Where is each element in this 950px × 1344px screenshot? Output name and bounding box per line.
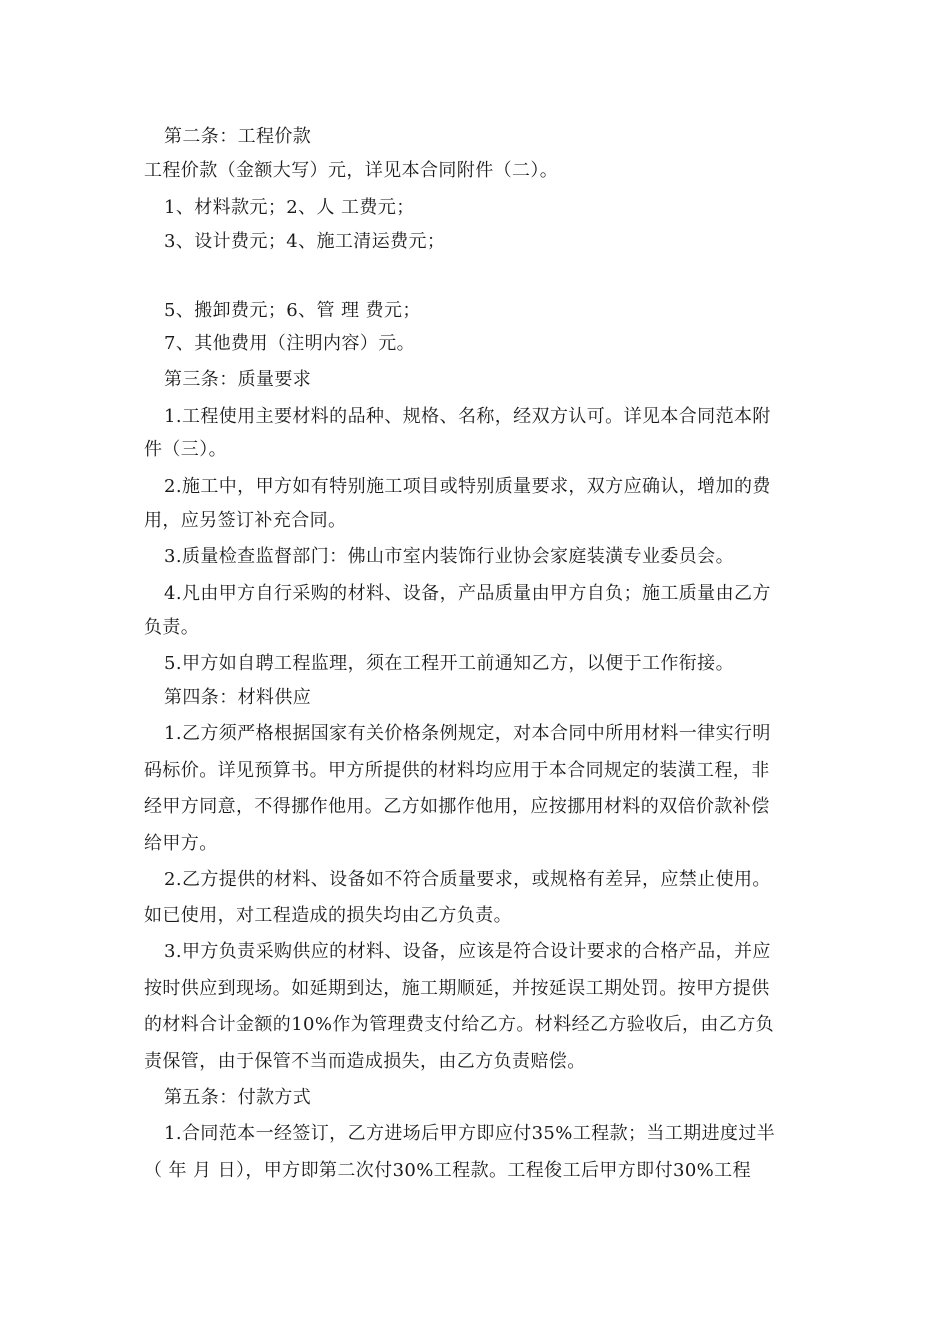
quality-clause-4-line-2: 负责。 [144, 617, 200, 638]
quality-clause-3: 3.质量检查监督部门：佛山市室内装饰行业协会家庭装潢专业委员会。 [164, 546, 734, 567]
quality-clause-2-line-2: 用，应另签订补充合同。 [144, 510, 347, 531]
supply-clause-3-line-2: 按时供应到现场。如延期到达，施工期顺延，并按延误工期处罚。按甲方提供 [144, 978, 770, 999]
quality-clause-1-line-1: 1.工程使用主要材料的品种、规格、名称，经双方认可。详见本合同范本附 [164, 406, 771, 427]
article-2-heading: 第二条：工程价款 [164, 126, 312, 147]
supply-clause-3-line-1: 3.甲方负责采购供应的材料、设备，应该是符合设计要求的合格产品，并应 [164, 941, 771, 962]
supply-clause-3-line-4: 责保管，由于保管不当而造成损失，由乙方负责赔偿。 [144, 1051, 586, 1072]
price-total-line: 工程价款（金额大写）元，详见本合同附件（二）。 [144, 160, 559, 181]
payment-clause-1-line-2: （ 年 月 日），甲方即第二次付30%工程款。工程俊工后甲方即付30%工程 [144, 1160, 751, 1181]
article-3-heading: 第三条：质量要求 [164, 369, 312, 390]
price-item-7: 7、其他费用（注明内容）元。 [164, 333, 416, 354]
article-5-heading: 第五条：付款方式 [164, 1087, 312, 1108]
article-4-heading: 第四条：材料供应 [164, 687, 312, 708]
supply-clause-1-line-2: 码标价。详见预算书。甲方所提供的材料均应用于本合同规定的装潢工程，非 [144, 760, 770, 781]
quality-clause-2-line-1: 2.施工中，甲方如有特别施工项目或特别质量要求，双方应确认，增加的费 [164, 476, 771, 497]
supply-clause-1-line-4: 给甲方。 [144, 833, 218, 854]
price-items-3-4: 3、设计费元；4、施工清运费元； [164, 231, 446, 252]
supply-clause-3-line-3: 的材料合计金额的10%作为管理费支付给乙方。材料经乙方验收后，由乙方负 [144, 1014, 775, 1035]
supply-clause-1-line-3: 经甲方同意，不得挪作他用。乙方如挪作他用，应按挪用材料的双倍价款补偿 [144, 796, 770, 817]
supply-clause-2-line-1: 2.乙方提供的材料、设备如不符合质量要求，或规格有差异，应禁止使用。 [164, 869, 771, 890]
supply-clause-1-line-1: 1.乙方须严格根据国家有关价格条例规定，对本合同中所用材料一律实行明 [164, 723, 771, 744]
payment-clause-1-line-1: 1.合同范本一经签订，乙方进场后甲方即应付35%工程款；当工期进度过半 [164, 1123, 776, 1144]
quality-clause-5: 5.甲方如自聘工程监理，须在工程开工前通知乙方，以便于工作衔接。 [164, 653, 734, 674]
supply-clause-2-line-2: 如已使用，对工程造成的损失均由乙方负责。 [144, 905, 512, 926]
quality-clause-1-line-2: 件（三）。 [144, 439, 227, 460]
price-items-1-2: 1、材料款元；2、人 工费元； [164, 197, 415, 218]
price-items-5-6: 5、搬卸费元；6、管 理 费元； [164, 300, 421, 321]
quality-clause-4-line-1: 4.凡由甲方自行采购的材料、设备，产品质量由甲方自负；施工质量由乙方 [164, 583, 771, 604]
